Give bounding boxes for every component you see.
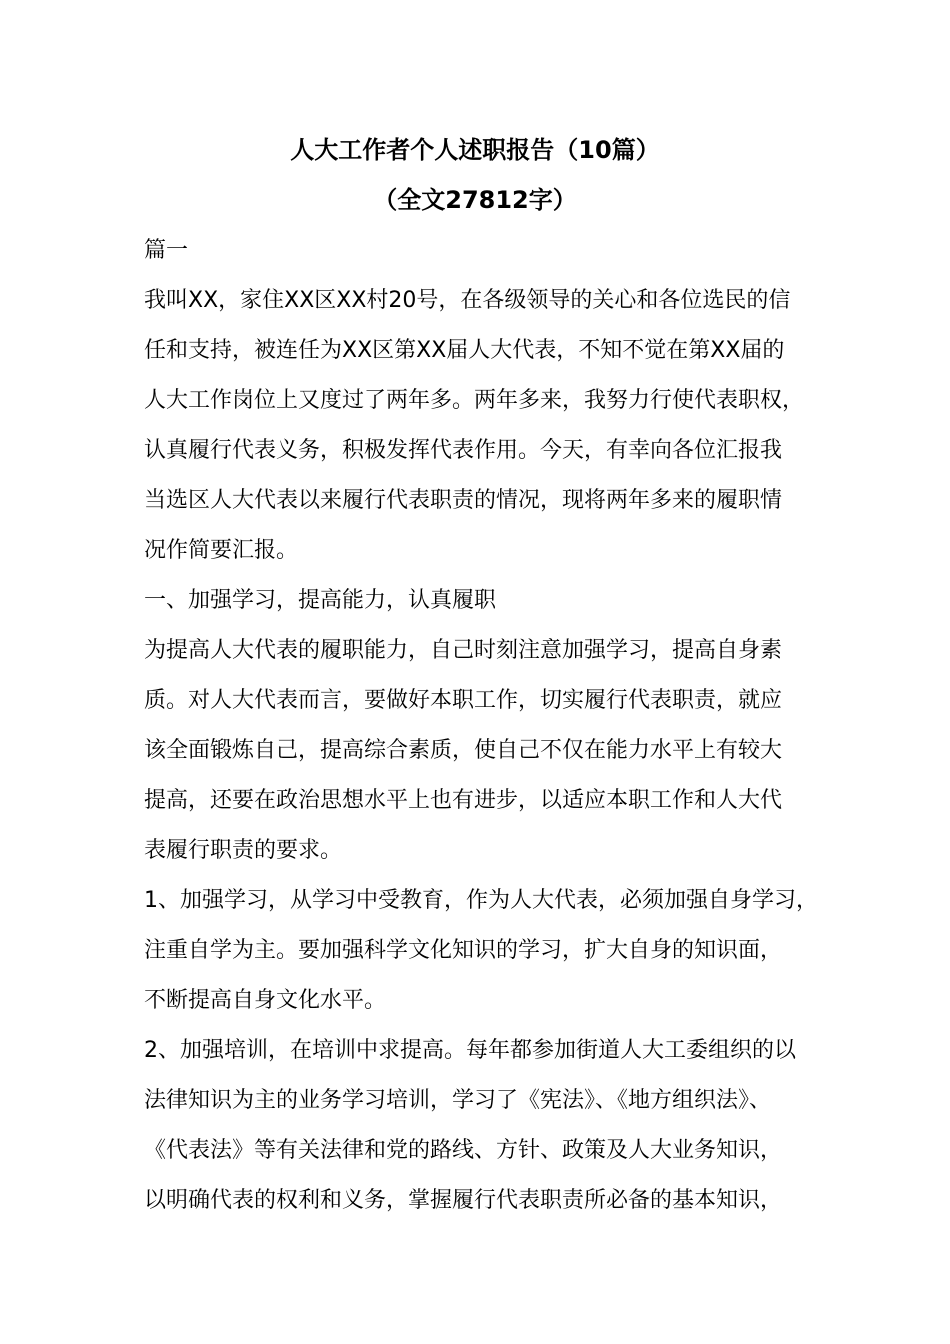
body-line: 提高，还要在政治思想水平上也有进步，以适应本职工作和人大代 bbox=[144, 788, 783, 813]
body-line: 质。对人大代表而言，要做好本职工作，切实履行代表职责，就应 bbox=[144, 688, 783, 713]
body-line: 认真履行代表义务，积极发挥代表作用。今天，有幸向各位汇报我 bbox=[144, 438, 783, 463]
body-line: 况作简要汇报。 bbox=[144, 538, 299, 563]
section-heading-part-one: 篇一 bbox=[144, 238, 189, 263]
numbered-item-line: 2、加强培训，在培训中求提高。每年都参加街道人大工委组织的以 bbox=[144, 1038, 796, 1063]
body-line: 《代表法》等有关法律和党的路线、方针、政策及人大业务知识， bbox=[144, 1138, 783, 1163]
body-line: 任和支持，被连任为XX区第XX届人大代表，不知不觉在第XX届的 bbox=[144, 338, 785, 363]
body-line: 注重自学为主。要加强科学文化知识的学习，扩大自身的知识面， bbox=[144, 938, 783, 963]
body-line: 法律知识为主的业务学习培训，学习了《宪法》、《地方组织法》、 bbox=[144, 1088, 772, 1113]
numbered-item-line: 1、加强学习，从学习中受教育，作为人大代表，必须加强自身学习， bbox=[144, 888, 818, 913]
body-line: 人大工作岗位上又度过了两年多。两年多来，我努力行使代表职权， bbox=[144, 388, 805, 413]
document-title: 人大工作者个人述职报告（10篇） bbox=[290, 136, 660, 164]
section-heading-one: 一、加强学习，提高能力，认真履职 bbox=[144, 588, 497, 613]
body-line: 该全面锻炼自己，提高综合素质，使自己不仅在能力水平上有较大 bbox=[144, 738, 783, 763]
body-line: 以明确代表的权利和义务，掌握履行代表职责所必备的基本知识， bbox=[144, 1188, 783, 1213]
body-line: 表履行职责的要求。 bbox=[144, 838, 343, 863]
body-line: 为提高人大代表的履职能力，自己时刻注意加强学习，提高自身素 bbox=[144, 638, 783, 663]
document-body bbox=[144, 226, 828, 1226]
document-subtitle: （全文27812字） bbox=[373, 186, 577, 214]
body-line: 当选区人大代表以来履行代表职责的情况，现将两年多来的履职情 bbox=[144, 488, 783, 513]
body-line: 我叫XX，家住XX区XX村20号，在各级领导的关心和各位选民的信 bbox=[144, 288, 791, 313]
body-line: 不断提高自身文化水平。 bbox=[144, 988, 387, 1013]
